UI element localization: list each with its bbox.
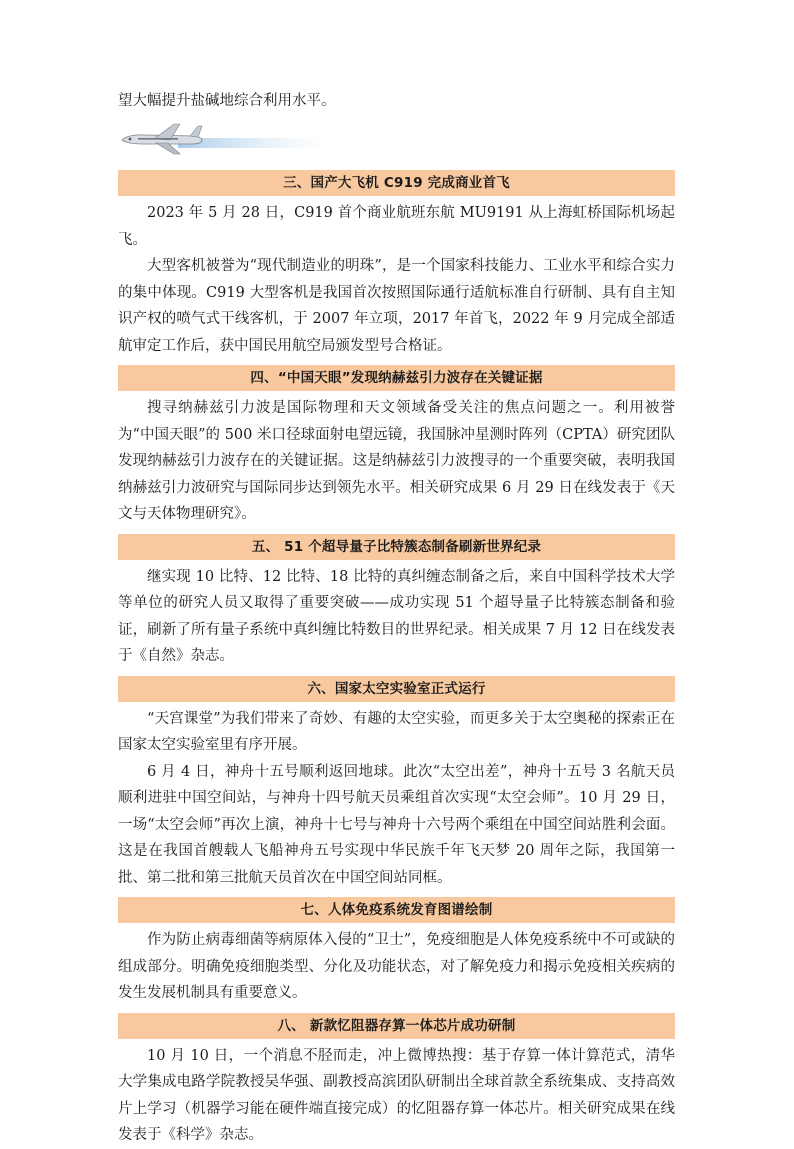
section-paragraph: 继实现 10 比特、12 比特、18 比特的真纠缠态制备之后，来自中国科学技术大学等单位的研究人员又取得了重要突破——成功实现 51 个超导量子比特簇态制备和验证，刷新了所有量子系统中真纠缠比特数目的世界纪录。相关成果 7 月 12 日在线发表于《自然》杂志。 [118, 568, 675, 664]
section-title: 七、人体免疫系统发育图谱绘制 [118, 897, 675, 923]
section-paragraph: 大型客机被誉为“现代制造业的明珠”，是一个国家科技能力、工业水平和综合实力的集中体现。C919 大型客机是我国首次按照国际通行适航标准自行研制、具有自主知识产权的喷气式干线客机，于 2007 年立项，2017 年首飞，2022 年 9 月完成全部适航审定工作后，获中国民用航空局颁发型号合格证。 [118, 258, 675, 354]
section-paragraph: 2023 年 5 月 28 日，C919 首个商业航班东航 MU9191 从上海虹桥国际机场起飞。 [118, 205, 675, 248]
section-title: 六、国家太空实验室正式运行 [118, 676, 675, 702]
section [118, 170, 675, 359]
section-title: 八、 新款忆阻器存算一体芯片成功研制 [118, 1013, 675, 1039]
section-paragraph: 作为防止病毒细菌等病原体入侵的“卫士”，免疫细胞是人体免疫系统中不可或缺的组成部分。明确免疫细胞类型、分化及功能状态，对了解免疫力和揭示免疫相关疾病的发生发展机制具有重要意义。 [118, 932, 675, 1001]
lead-paragraph: 望大幅提升盐碱地综合利用水平。 [118, 93, 336, 109]
sections-container [118, 170, 675, 1149]
document-page [118, 88, 675, 1149]
section-title: 五、 51 个超导量子比特簇态制备刷新世界纪录 [118, 534, 675, 560]
section-title: 四、“中国天眼”发现纳赫兹引力波存在关键证据 [118, 365, 675, 391]
airplane-icon [118, 114, 338, 164]
section [118, 676, 675, 892]
section [118, 365, 675, 528]
section-paragraph: 10 月 10 日，一个消息不胫而走，冲上微博热搜：基于存算一体计算范式，清华大学集成电路学院教授吴华强、副教授高滨团队研制出全球首款全系统集成、支持高效片上学习（机器学习能在硬件端直接完成）的忆阻器存算一体芯片。相关研究成果在线发表于《科学》杂志。 [118, 1047, 675, 1143]
section [118, 1013, 675, 1149]
section-paragraph: 6 月 4 日，神舟十五号顺利返回地球。此次“太空出差”，神舟十五号 3 名航天员顺利进驻中国空间站，与神舟十四号航天员乘组首次实现“太空会师”。10 月 29 日，一场“太空会师”再次上演，神舟十七号与神舟十六号两个乘组在中国空间站胜利会面。这是在我国首艘载人飞船神舟五号实现中华民族千年飞天梦 20 周年之际，我国第一批、第二批和第三批航天员首次在中国空间站同框。 [118, 763, 675, 886]
section-paragraph: 搜寻纳赫兹引力波是国际物理和天文领域备受关注的焦点问题之一。利用被誉为“中国天眼”的 500 米口径球面射电望远镜，我国脉冲星测时阵列（CPTA）研究团队发现纳赫兹引力波存在的关键证据。这是纳赫兹引力波搜寻的一个重要突破，表明我国纳赫兹引力波研究与国际同步达到领先水平。相关研究成果 6 月 29 日在线发表于《天文与天体物理研究》。 [118, 400, 675, 522]
section-paragraph: “天宫课堂”为我们带来了奇妙、有趣的太空实验，而更多关于太空奥秘的探索正在国家太空实验室里有序开展。 [118, 710, 675, 753]
section [118, 534, 675, 670]
section [118, 897, 675, 1007]
section-title: 三、国产大飞机 C919 完成商业首飞 [118, 170, 675, 196]
